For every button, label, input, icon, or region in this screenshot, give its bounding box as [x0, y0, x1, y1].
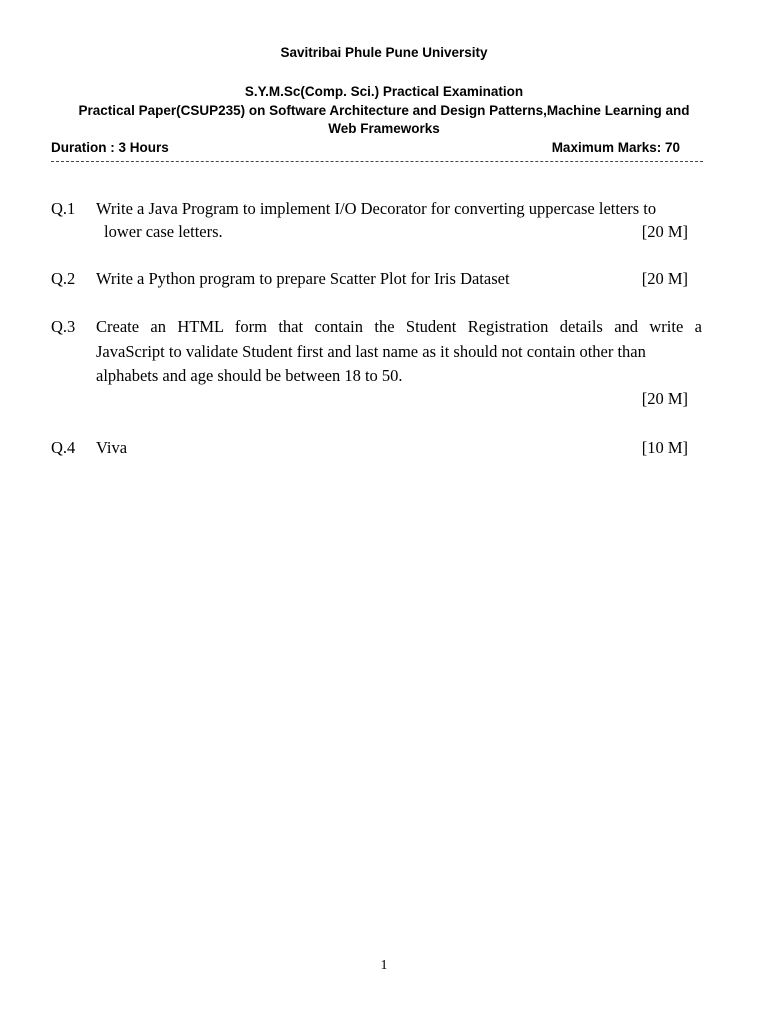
paper-title-line-2: Web Frameworks — [328, 121, 440, 136]
question-3-number: Q.3 — [51, 317, 76, 336]
question-3-line-1: Create an HTML form that contain the Student Registration details and write a — [96, 317, 702, 336]
question-3-line-3: alphabets and age should be between 18 to 50. — [96, 366, 403, 385]
question-2-line-1: Write a Python program to prepare Scatter Plot for Iris Dataset — [96, 269, 510, 288]
page-number: 1 — [380, 958, 388, 973]
paper-title-line-1: Practical Paper(CSUP235) on Software Architecture and Design Patterns,Machine Learning and — [78, 103, 690, 118]
question-4-marks: [10 M] — [641, 438, 688, 457]
question-3-marks: [20 M] — [641, 389, 688, 408]
question-1-number: Q.1 — [51, 199, 76, 218]
maximum-marks-label: Maximum Marks: 70 — [551, 140, 680, 155]
header-divider — [51, 161, 703, 162]
question-2-number: Q.2 — [51, 269, 76, 288]
question-2-marks: [20 M] — [641, 269, 688, 288]
university-name: Savitribai Phule Pune University — [280, 45, 488, 60]
question-1-line-2: lower case letters. — [104, 222, 223, 241]
duration-label: Duration : 3 Hours — [51, 140, 169, 155]
exam-title: S.Y.M.Sc(Comp. Sci.) Practical Examination — [244, 84, 524, 99]
question-1-line-1: Write a Java Program to implement I/O Decorator for converting uppercase letters to — [96, 199, 657, 218]
question-4-number: Q.4 — [51, 438, 76, 457]
question-4-line-1: Viva — [96, 438, 128, 457]
question-1-marks: [20 M] — [641, 222, 688, 241]
question-3-line-2: JavaScript to validate Student first and last name as it should not contain other than — [96, 342, 646, 361]
